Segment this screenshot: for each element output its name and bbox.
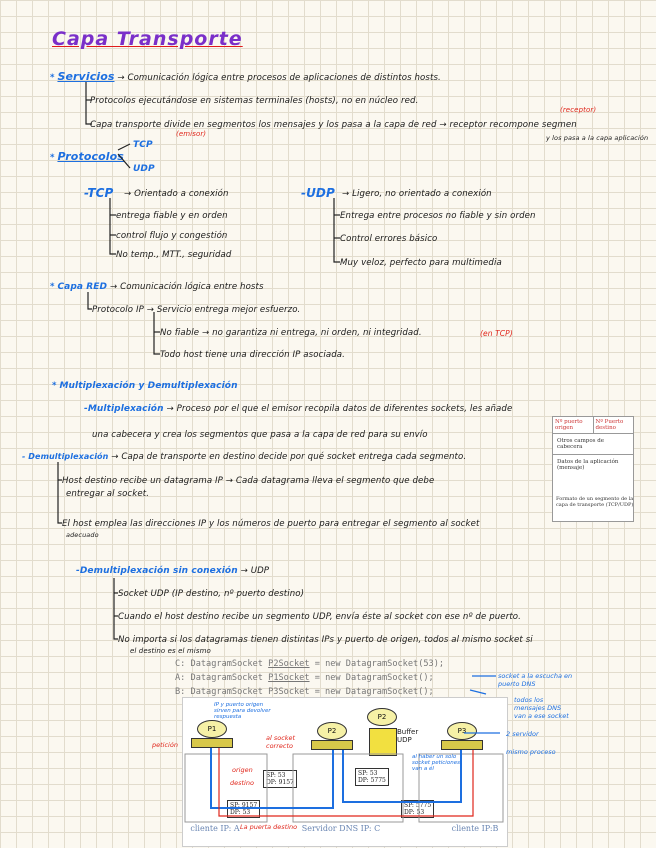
mux-heading: Multiplexación y Demultiplexación <box>59 381 238 391</box>
servicios-item-1: Protocolos ejecutándose en sistemas terminales (hosts), no en núcleo red. <box>90 96 419 106</box>
segment-row-data: Datos de la aplicación (mensaje) <box>557 459 619 471</box>
segment-hdr-origen: Nº puerto origen <box>553 417 594 433</box>
servicios-line: * Servicios → Comunicación lógica entre procesos de aplicaciones de distintos hosts. <box>50 70 441 83</box>
seg-box-3: SP: 9157 DP: 53 <box>227 800 260 818</box>
mux-desc: → Proceso por el que el emisor recopila datos de diferentes sockets, les añade <box>166 404 513 414</box>
demux-item-1: Host destino recibe un datagrama IP → Cada datagrama lleva el segmento que debe <box>62 476 435 486</box>
protocolos-line: * Protocolos <box>50 150 124 163</box>
servicios-label: Servicios <box>57 70 115 83</box>
demux-item-2: entregar al socket. <box>66 489 150 499</box>
mux-line <box>84 404 512 414</box>
demux-sin-item-1: Socket UDP (IP destino, nº puerto destino) <box>118 589 305 599</box>
code-block <box>175 657 444 699</box>
servicios-item-2: Capa transporte divide en segmentos los mensajes y los pasa a la capa de red → receptor recompone segmen <box>90 120 577 130</box>
capared-label: Capa RED <box>57 282 108 292</box>
segment-caption: Formato de un segmento de la capa de transporte (TCP/UDP) <box>556 496 634 508</box>
protocolos-label: Protocolos <box>57 150 124 163</box>
tcp-item-3: control flujo y congestión <box>116 231 228 241</box>
tcp-item-4: No temp., MTT., seguridad <box>116 250 232 260</box>
servicios-item-3: y los pasa a la capa aplicación <box>546 134 649 142</box>
segment-row-header: Otros campos de cabecera <box>553 434 633 455</box>
capared-line: * Capa RED → Comunicación lógica entre hosts <box>50 282 264 292</box>
ann-servidor: 2 servidor <box>506 730 539 738</box>
ann-ip-puerto: IP y puerto origen sirven para devolver respuesta <box>214 702 271 720</box>
buffer-udp-box <box>369 728 397 756</box>
process-p3: P3 <box>447 722 477 740</box>
cliente-b-label: cliente IP:B <box>451 824 499 833</box>
capared-protocolo: Protocolo IP → Servicio entrega mejor esfuerzo. <box>92 305 301 315</box>
emisor-note: (emisor) <box>176 130 207 138</box>
ann-mismo-proceso: mismo proceso <box>506 748 556 756</box>
demux-sin-item-4: el destino es el mismo <box>130 647 211 655</box>
demux-label: - Demultiplexación <box>22 452 109 461</box>
seg-box-4: SP: 5775 DP: 53 <box>401 800 434 818</box>
demux-sin-line <box>76 566 269 576</box>
ann-socket-correcto: al socket correcto <box>266 734 296 750</box>
socket-a <box>191 738 233 748</box>
process-p1: P1 <box>197 720 227 738</box>
demux-sin-item-3: No importa si los datagramas tienen distintas IPs y puerto de origen, todos al mismo socket si <box>118 635 533 645</box>
code-note-3: todos los mensajes DNS van a ese socket <box>514 696 569 720</box>
demux-sin-item-2: Cuando el host destino recibe un segmento UDP, envía éste al socket con ese nº de puerto. <box>118 612 521 622</box>
capared-item-1: No fiable → no garantiza ni entrega, ni orden, ni integridad. <box>160 328 422 338</box>
mux-heading-line: * Multiplexación y Demultiplexación <box>52 381 238 391</box>
udp-item-2: Entrega entre procesos no fiable y sin orden <box>340 211 536 221</box>
demux-item-4: adecuado <box>66 531 99 539</box>
tcp-label: -TCP <box>84 186 114 200</box>
segment-hdr-destino: Nº Puerto destino <box>595 419 624 431</box>
servidor-dns-label: Servidor DNS IP: C <box>301 824 381 833</box>
udp-item-4: Muy veloz, perfecto para multimedia <box>340 258 502 268</box>
cliente-a-label: cliente IP: A <box>190 824 240 833</box>
demux-sin-arrow: → UDP <box>240 566 270 576</box>
ann-solo-socket: al haber un solo socket peticiones van a él <box>412 754 460 772</box>
ann-puerta-destino: La puerta destino <box>240 823 298 831</box>
receptor-note: (receptor) <box>560 106 597 114</box>
protocolos-udp: UDP <box>133 164 155 174</box>
ann-peticion: petición <box>152 741 178 749</box>
udp-item-3: Control errores básico <box>340 234 438 244</box>
demux-sin-label: -Demultiplexación sin conexión <box>76 566 238 576</box>
udp-item-1: → Ligero, no orientado a conexión <box>342 189 492 199</box>
ann-origen: origen <box>232 766 253 774</box>
ann-destino: destino <box>230 779 254 787</box>
capared-item-2: Todo host tiene una dirección IP asociada. <box>160 350 345 360</box>
servicios-desc: → Comunicación lógica entre procesos de aplicaciones de distintos hosts. <box>117 73 441 83</box>
demux-item-3: El host emplea las direcciones IP y los números de puerto para entregar el segmento al socket <box>62 519 480 529</box>
udp-label: -UDP <box>301 186 335 200</box>
capared-desc: → Comunicación lógica entre hosts <box>109 282 264 292</box>
seg-box-2: SP: 53 DP: 5775 <box>355 768 389 786</box>
seg-box-1: SP: 53 DP: 9157 <box>263 770 297 788</box>
demux-desc: → Capa de transporte en destino decide por qué socket entrega cada segmento. <box>111 452 467 462</box>
code-note-1: socket a la escucha en puerto DNS <box>498 672 573 688</box>
demux-line <box>22 452 466 462</box>
socket-b <box>441 740 483 750</box>
socket-c <box>311 740 353 750</box>
code-line-b: B: DatagramSocket P3Socket = new DatagramSocket(); <box>175 687 434 697</box>
mux-desc-2: una cabecera y crea los segmentos que pasa a la capa de red para su envío <box>92 430 428 440</box>
capared-red-note: (en TCP) <box>480 329 513 338</box>
tcp-item-1: → Orientado a conexión <box>124 189 229 199</box>
protocolos-tcp: TCP <box>133 140 153 150</box>
process-p2b: P2 <box>367 708 397 726</box>
mux-label: -Multiplexación <box>84 404 164 414</box>
buffer-udp-label: Buffer UDP <box>397 728 419 744</box>
code-line-a: A: DatagramSocket P1Socket = new DatagramSocket(); <box>175 673 434 683</box>
tcp-item-2: entrega fiable y en orden <box>116 211 228 221</box>
process-p2: P2 <box>317 722 347 740</box>
page-title: Capa Transporte <box>52 28 243 50</box>
code-line-c: C: DatagramSocket P2Socket = new DatagramSocket(53); <box>175 659 445 669</box>
